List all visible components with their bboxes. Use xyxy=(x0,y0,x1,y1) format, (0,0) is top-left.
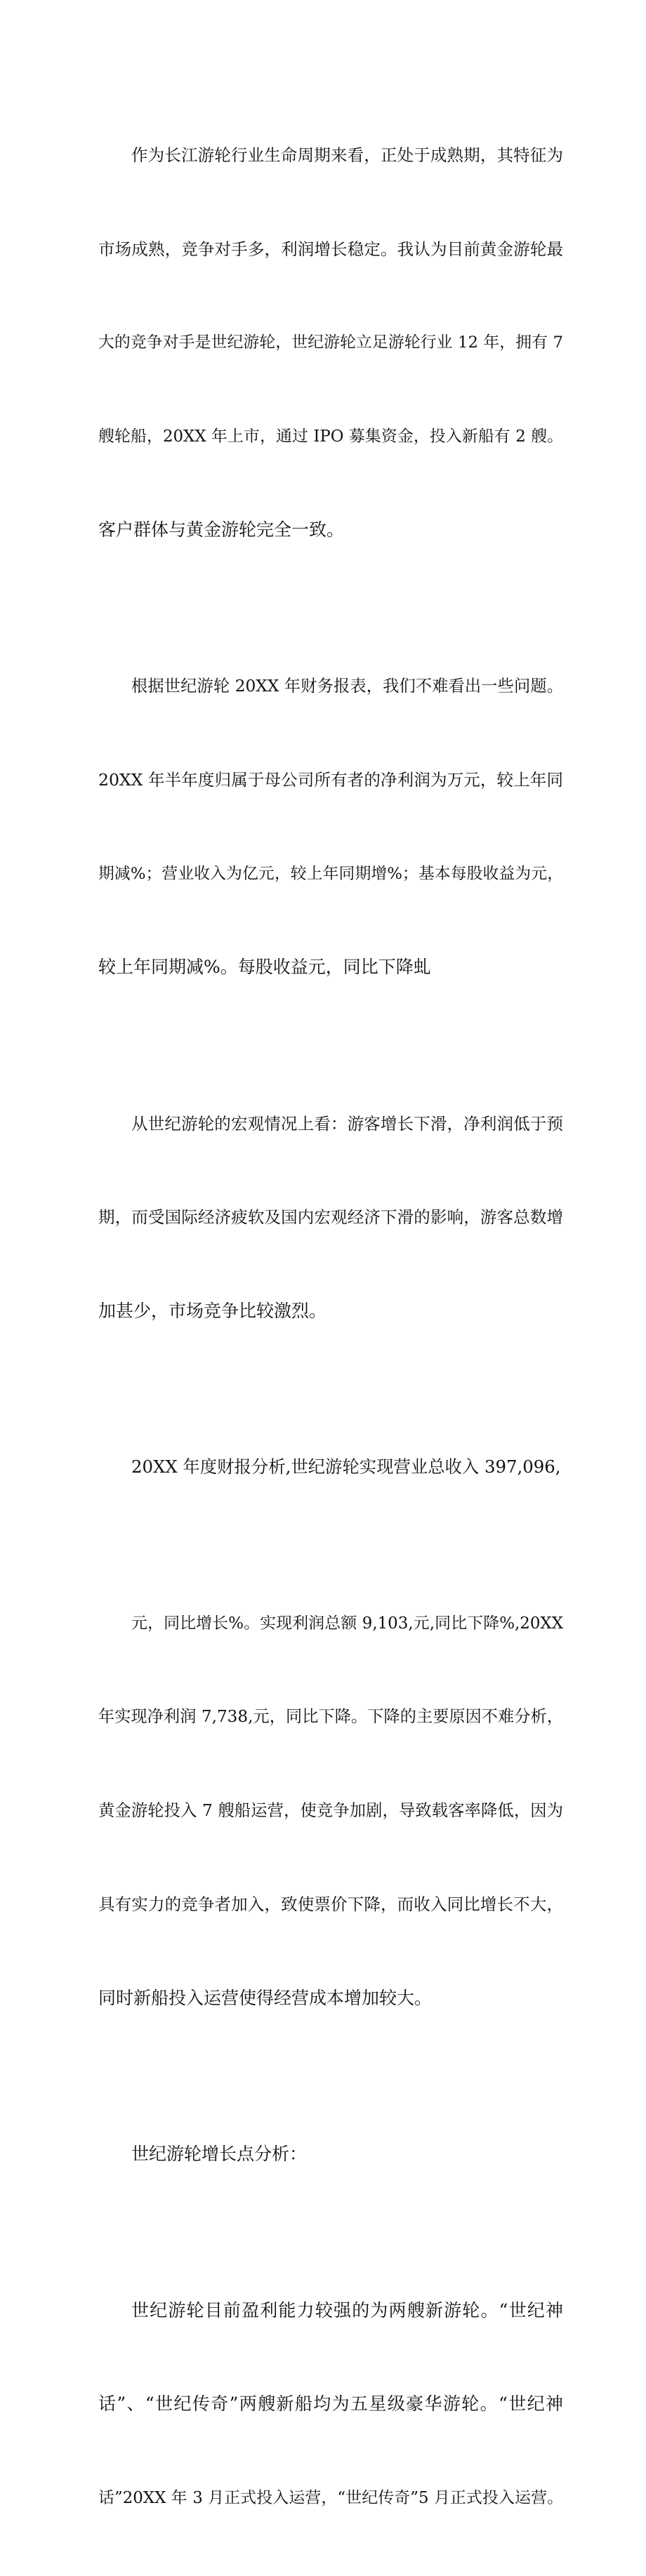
paragraph-financial-report xyxy=(98,609,563,1046)
paragraph-industry-lifecycle xyxy=(98,77,563,609)
text-line: 20XX 年度财报分析,世纪游轮实现营业总收入 397,096, xyxy=(98,1452,563,1483)
text-line: 大的竞争对手是世纪游轮，世纪游轮立足游轮行业 12 年，拥有 7 xyxy=(98,327,563,359)
paragraph-annual-report-intro xyxy=(98,1389,563,1546)
text-line: 话”、“世纪传奇”两艘新船均为五星级豪华游轮。“世纪神 xyxy=(98,2389,563,2420)
text-line: 作为长江游轮行业生命周期来看，正处于成熟期，其特征为 xyxy=(98,140,563,171)
paragraph-annual-report-analysis xyxy=(98,1546,563,2077)
paragraph-growth-heading xyxy=(98,2076,563,2233)
paragraph-macro-situation xyxy=(98,1046,563,1390)
text-line: 世纪游轮目前盈利能力较强的为两艘新游轮。“世纪神 xyxy=(98,2295,563,2327)
text-line: 年实现净利润 7,738,元，同比下降。下降的主要原因不难分析， xyxy=(98,1701,563,1733)
text-line: 根据世纪游轮 20XX 年财务报表，我们不难看出一些问题。 xyxy=(98,671,563,703)
text-line: 艘轮船，20XX 年上市，通过 IPO 募集资金，投入新船有 2 艘。 xyxy=(98,421,563,453)
text-line: 期，而受国际经济疲软及国内宏观经济下滑的影响，游客总数增 xyxy=(98,1202,563,1233)
document-page xyxy=(0,0,646,913)
text-line: 期减%；营业收入为亿元，较上年同期增%；基本每股收益为元， xyxy=(98,858,563,890)
text-line: 20XX 年半年度归属于母公司所有者的净利润为万元，较上年同 xyxy=(98,764,563,796)
text-line: 加甚少，市场竞争比较激烈。 xyxy=(98,1296,563,1327)
document-body xyxy=(98,77,563,2576)
text-line: 同时新船投入运营使得经营成本增加较大。 xyxy=(98,1983,563,2014)
text-line: 客户群体与黄金游轮完全一致。 xyxy=(98,514,563,546)
text-line: 市场成熟，竞争对手多，利润增长稳定。我认为目前黄金游轮最 xyxy=(98,234,563,265)
text-line: 世纪游轮增长点分析： xyxy=(98,2139,563,2170)
text-line: 从世纪游轮的宏观情况上看：游客增长下滑，净利润低于预 xyxy=(98,1108,563,1140)
text-line: 元，同比增长%。实现利润总额 9,103,元,同比下降%,20XX xyxy=(98,1608,563,1640)
text-line: 较上年同期减%。每股收益元，同比下降虬 xyxy=(98,952,563,983)
text-line: 黄金游轮投入 7 艘船运营，使竞争加剧，导致载客率降低，因为 xyxy=(98,1795,563,1827)
paragraph-new-ships xyxy=(98,2233,563,2576)
text-line: 话”20XX 年 3 月正式投入运营，“世纪传奇”5 月正式投入运营。 xyxy=(98,2483,563,2514)
text-line: 具有实力的竞争者加入，致使票价下降，而收入同比增长不大， xyxy=(98,1889,563,1920)
